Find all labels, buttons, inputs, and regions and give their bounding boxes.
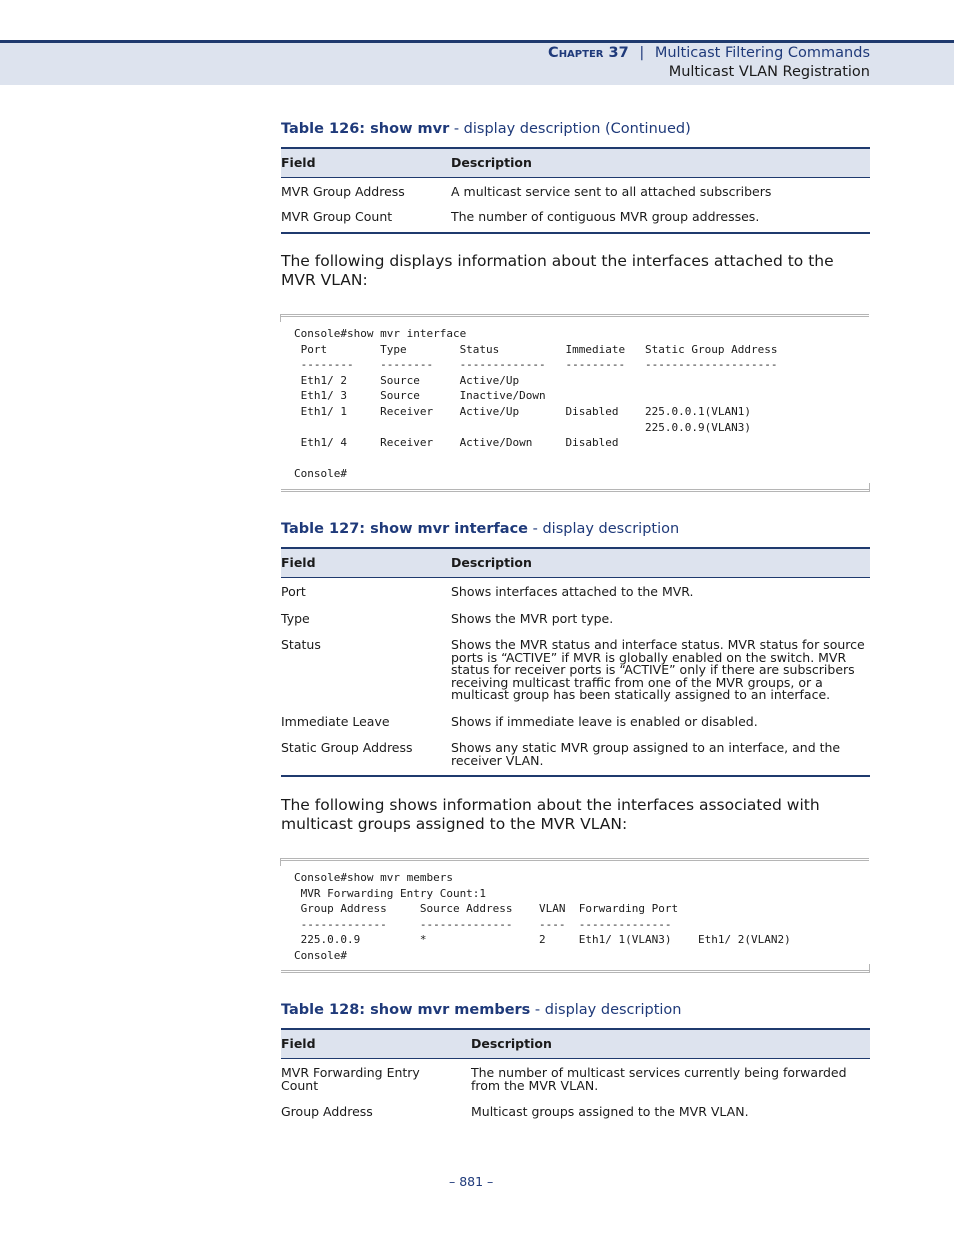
code-line: Port Type Status Immediate Static Group Address [294,342,778,356]
table-row [281,633,870,710]
chapter-label: Chapter 37 [548,45,629,61]
field-cell: MVR Group Address [281,184,405,199]
column-header-field: Field [281,1029,471,1059]
field-cell: Immediate Leave [281,713,390,729]
table-127-caption-bold: Table 127: show mvr interface [281,521,529,537]
intro-paragraph-interface: The following displays information about the interfaces attached to the MVR VLAN: [281,252,834,289]
description-cell: Shows any static MVR group assigned to an interface, and the receiver VLAN. [451,740,841,768]
table-row [281,736,870,776]
code-box-corner [280,858,281,866]
code-listing [281,326,869,482]
table-128-caption [281,1002,682,1018]
table-header-row [281,548,870,578]
code-box-corner [869,483,870,492]
column-header-field: Field [281,548,451,578]
code-line: 225.0.0.9(VLAN3) [294,420,751,434]
code-box-corner [280,314,281,322]
code-box-corner [869,964,870,973]
code-line: Group Address Source Address VLAN Forwarding Port [294,902,679,916]
description-cell: Shows the MVR port type. [451,610,614,626]
table-header-row [281,1029,870,1059]
code-line: Eth1/ 3 Source Inactive/Down [294,389,546,403]
table-row [281,578,870,607]
table-126-caption [281,121,691,137]
table-row [281,710,870,737]
description-cell: Shows the MVR status and interface status. MVR status for source ports is “ACTIVE” if MVR is globally enabled on the switch. MVR status for receiver ports is “ACTIVE” only if there are subscribers receiving multicast traffic from one of the MVR groups, or a multicast group has been statically assigned to an interface. [451,637,865,702]
column-header-description: Description [451,148,870,178]
code-block-show-mvr-members [281,858,869,973]
table-row [281,607,870,634]
code-line: 225.0.0.9 * 2 Eth1/ 1(VLAN3) Eth1/ 2(VLAN2) [294,933,791,947]
table-127 [281,547,870,777]
table-row [281,1059,870,1101]
field-cell: Group Address [281,1104,373,1119]
column-header-description: Description [471,1029,870,1059]
table-row [281,205,870,234]
code-line: -------- -------- ------------- --------- -------------------- [294,358,778,372]
description-cell: A multicast service sent to all attached subscribers [451,184,772,199]
table-128-caption-bold: Table 128: show mvr members [281,1002,531,1018]
table-126-caption-rest: - display description (Continued) [449,121,691,137]
description-cell: Multicast groups assigned to the MVR VLAN. [471,1104,749,1119]
code-line: Eth1/ 2 Source Active/Up [294,373,520,387]
description-cell: Shows interfaces attached to the MVR. [451,584,694,599]
table-127-caption-rest: - display description [528,521,680,537]
code-line: MVR Forwarding Entry Count:1 [294,886,487,900]
table-128 [281,1028,870,1125]
code-line: Eth1/ 4 Receiver Active/Down Disabled [294,436,619,450]
code-line: Console# [294,467,347,481]
description-cell: The number of contiguous MVR group addresses. [451,208,760,224]
table-row [281,1100,870,1125]
column-header-field: Field [281,148,451,178]
code-line: Console#show mvr interface [294,327,467,340]
table-header-row [281,148,870,178]
column-header-description: Description [451,548,870,578]
field-cell: Status [281,637,321,652]
intro-paragraph-members: The following shows information about the interfaces associated with multicast groups assigned to the MVR VLAN: [281,796,820,833]
field-cell: MVR Forwarding Entry Count [281,1065,420,1093]
field-cell: Type [281,610,310,626]
code-line: Eth1/ 1 Receiver Active/Up Disabled 225.0.0.1(VLAN1) [294,404,751,418]
header-separator: | [639,45,645,61]
field-cell: Port [281,584,306,599]
chapter-title: Multicast Filtering Commands [654,45,870,61]
table-128-caption-rest: - display description [530,1002,682,1018]
field-cell: Static Group Address [281,740,413,755]
table-126-caption-bold: Table 126: show mvr [281,121,450,137]
table-127-caption [281,521,679,537]
code-block-show-mvr-interface [281,314,869,492]
code-line: Console# [294,948,347,962]
field-cell: MVR Group Count [281,208,393,224]
code-line: ------------- -------------- ---- -------------- [294,917,672,931]
running-header-chapter [548,45,870,61]
table-126 [281,147,870,234]
code-listing [281,870,869,964]
code-line: Console#show mvr members [294,871,453,884]
section-title: Multicast VLAN Registration [668,64,870,80]
table-row [281,178,870,205]
description-cell: Shows if immediate leave is enabled or disabled. [451,713,758,729]
description-cell: The number of multicast services currently being forwarded from the MVR VLAN. [471,1065,847,1093]
page-number: – 881 – [449,1174,494,1189]
